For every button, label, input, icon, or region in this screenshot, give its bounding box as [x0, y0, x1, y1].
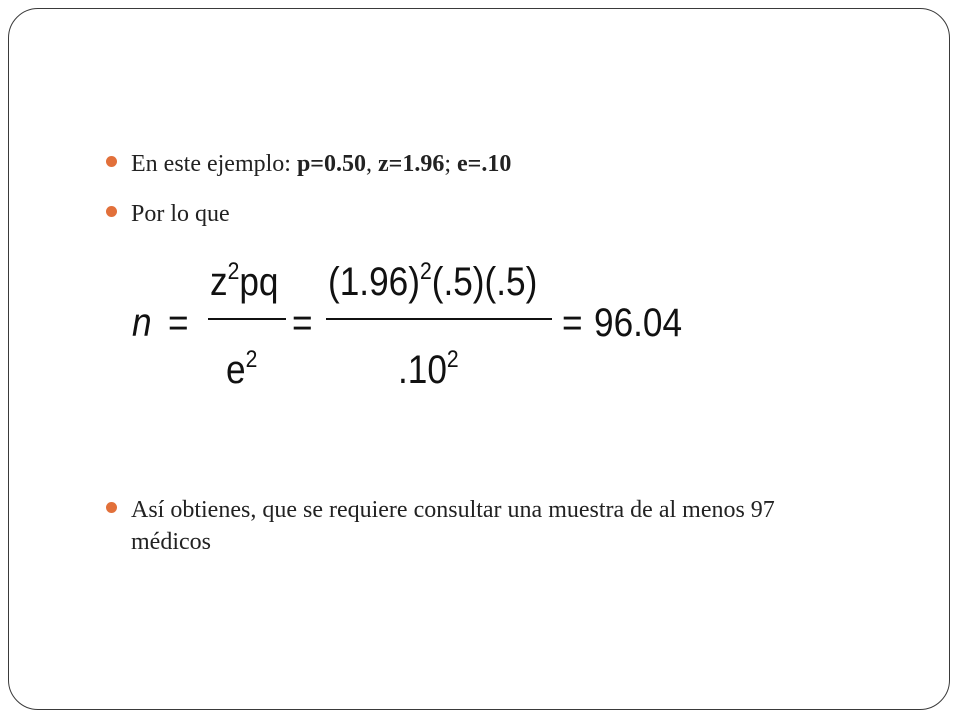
den2-sup: 2 — [446, 346, 459, 373]
sample-size-formula — [132, 248, 692, 398]
value-z: z=1.96 — [377, 151, 445, 177]
example-prefix: En este ejemplo: — [131, 151, 297, 177]
formula-equals: = — [292, 301, 313, 345]
num1-sup: 2 — [227, 258, 240, 285]
bullet-dot — [106, 502, 117, 513]
den1-sup: 2 — [245, 346, 258, 373]
fraction-bar-2 — [326, 318, 552, 320]
value-e: e=.10 — [456, 151, 512, 177]
den2-base: .10 — [398, 348, 447, 392]
formula-numerator-1 — [210, 252, 279, 302]
num2-sup: 2 — [419, 258, 432, 285]
separator: , — [365, 151, 378, 177]
formula-result: 96.04 — [594, 301, 683, 345]
value-p: p=0.50 — [296, 151, 366, 177]
fraction-bar-1 — [208, 318, 286, 320]
num1-base: z — [210, 260, 228, 304]
bullet-example-values — [106, 148, 511, 180]
bullet-text — [131, 148, 511, 180]
formula-denominator-1 — [226, 340, 257, 390]
formula-n: n — [132, 301, 152, 345]
bullet-text: Por lo que — [131, 201, 230, 227]
separator: ; — [444, 151, 457, 177]
formula-equals: = — [562, 301, 583, 345]
bullet-dot — [106, 156, 117, 167]
formula-numerator-2 — [328, 252, 537, 302]
formula-denominator-2 — [398, 340, 459, 390]
bullet-dot — [106, 206, 117, 217]
den1-base: e — [226, 348, 246, 392]
num1-rest: pq — [239, 260, 279, 304]
bullet-conclusion — [106, 494, 866, 558]
bullet-text: Así obtienes, que se requiere consultar una muestra de al menos 97 médicos — [131, 497, 775, 555]
formula-equals: = — [168, 301, 189, 345]
num2-b: (.5)(.5) — [431, 260, 538, 304]
num2-a: (1.96) — [328, 260, 420, 304]
bullet-por-lo-que — [106, 198, 230, 230]
